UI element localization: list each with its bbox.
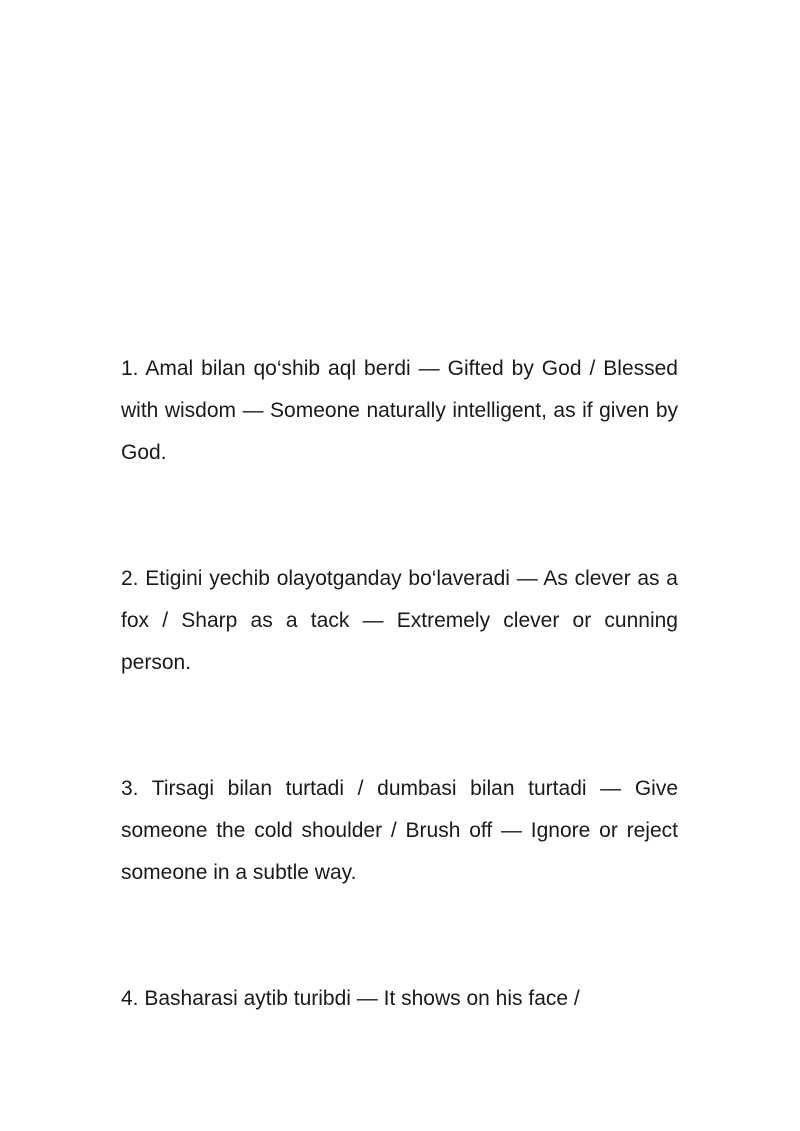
idiom-entry-4: 4. Basharasi aytib turibdi — It shows on his face /	[121, 987, 580, 1010]
idiom-list	[121, 348, 678, 1020]
idiom-entry-2: 2. Etigini yechib olayotganday bo‘laveradi — As clever as a fox / Sharp as a tack — Extremely clever or cunning person.	[121, 567, 678, 674]
idiom-entry-3: 3. Tirsagi bilan turtadi / dumbasi bilan turtadi — Give someone the cold shoulder / Brush off — Ignore or reject someone in a subtle way.	[121, 777, 678, 884]
idiom-entry-1: 1. Amal bilan qo‘shib aql berdi — Gifted by God / Blessed with wisdom — Someone naturally intelligent, as if given by God.	[121, 357, 678, 464]
